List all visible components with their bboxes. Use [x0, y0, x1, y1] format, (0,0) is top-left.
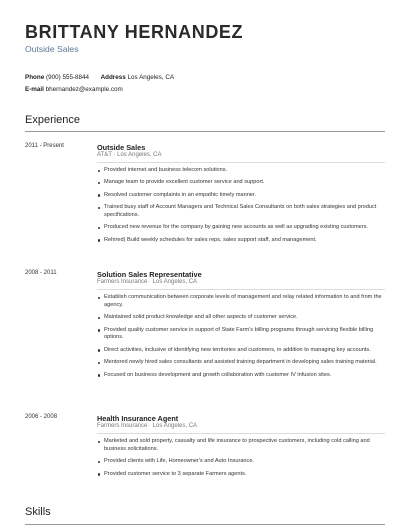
phone-label: Phone [25, 74, 45, 81]
job-company: Farmers Insurance · Los Angeles, CA [97, 279, 198, 285]
skills-heading: Skills [25, 506, 51, 518]
list-item: Produced new revenue for the company by gaining new accounts as well as upgrading existing customers. [97, 224, 385, 232]
list-item: Manage team to provide excellent customer service and support. [97, 179, 385, 187]
list-item: Rehired) Build weekly schedules for sales reps, sales support staff, and management. [97, 237, 385, 245]
job-divider [97, 289, 385, 290]
list-item: Mentored newly hired sales consultants and assisted training department in developing sales training material. [97, 359, 385, 367]
list-item: Provided customer service to 3 separate Farmers agents. [97, 471, 385, 479]
list-item: Provided quality customer service in support of State Farm's billing programs through servicing flexible billing options. [97, 327, 385, 343]
candidate-title: Outside Sales [25, 44, 79, 54]
skills-rule [25, 524, 385, 525]
job-bullets [97, 294, 385, 384]
list-item: Marketed and sold property, casualty and life insurance to prospective customers, including cold calling and business solicitations. [97, 438, 385, 454]
job-dates: 2008 - 2011 [25, 270, 57, 276]
list-item: Maintained solid product knowledge and all other aspects of customer service. [97, 314, 385, 322]
email-label: E-mail [25, 86, 44, 93]
list-item: Establish communication between corporate levels of management and relay related information to and from the agency. [97, 294, 385, 310]
job-bullets [97, 438, 385, 483]
list-item: Provided clients with Life, Homeowner's and Auto Insurance. [97, 458, 385, 466]
job-bullets [97, 167, 385, 249]
job-divider [97, 433, 385, 434]
job-company: Farmers Insurance · Los Angeles, CA [97, 423, 198, 429]
job-title: Solution Sales Representative [97, 270, 202, 279]
experience-rule [25, 131, 385, 132]
phone-value: (900) 555-8844 [46, 74, 90, 81]
list-item: Resolved customer complaints in an empathic timely manner. [97, 192, 385, 200]
list-item: Direct activities, inclusive of identifying new territories and customers, in addition to managing key accounts. [97, 347, 385, 355]
email-value: bhernandez@example.com [45, 86, 123, 93]
job-divider [97, 162, 385, 163]
job-dates: 2011 - Present [25, 143, 64, 149]
experience-heading: Experience [25, 114, 81, 126]
job-company: AT&T · Los Angeles, CA [97, 152, 162, 158]
job-title: Health Insurance Agent [97, 414, 179, 423]
list-item: Trained busy staff of Account Managers and Technical Sales Consultants on both sales strategies and product specifications. [97, 204, 385, 220]
job-dates: 2006 - 2008 [25, 414, 58, 420]
contact-line-1 [25, 74, 174, 81]
contact-line-2 [25, 86, 123, 93]
address-label: Address [100, 74, 126, 81]
address-value: Los Angeles, CA [127, 74, 175, 81]
candidate-name: BRITTANY HERNANDEZ [25, 22, 244, 42]
list-item: Provided internet and business telecom solutions. [97, 167, 385, 175]
list-item: Focused on business development and growth collaboration with customer IV infusion sites. [97, 372, 385, 380]
job-title: Outside Sales [97, 143, 146, 152]
